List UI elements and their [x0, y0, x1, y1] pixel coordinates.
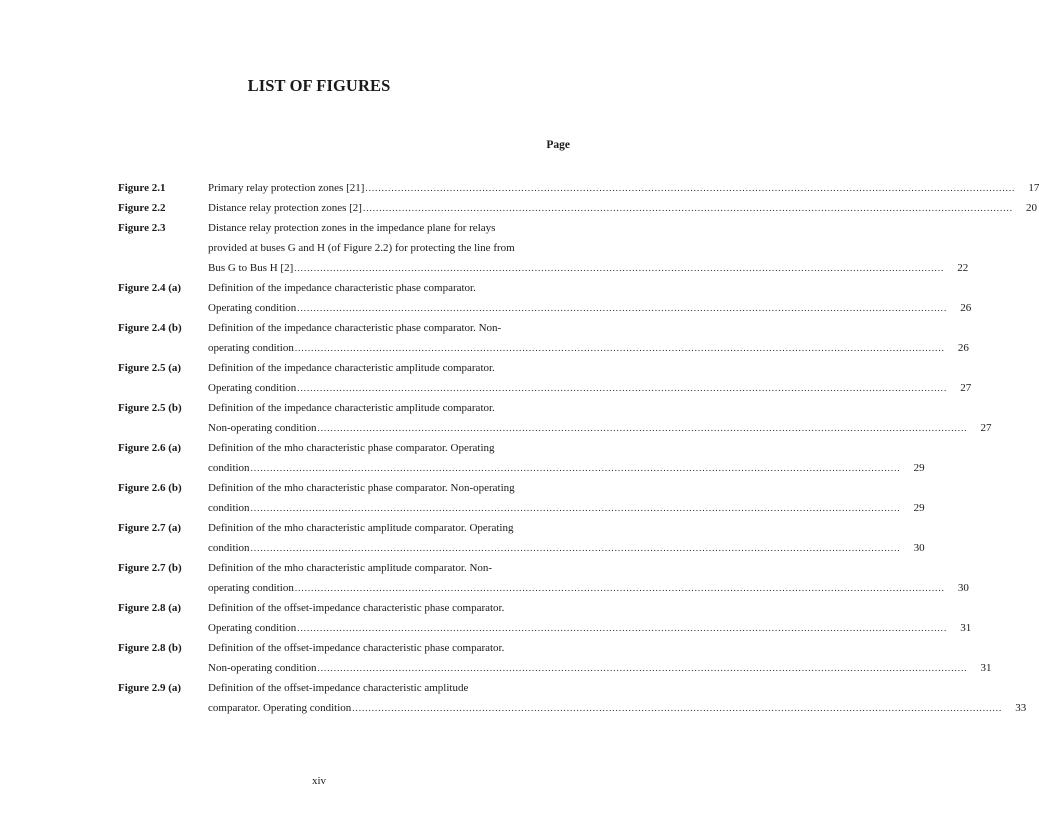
caption-line: Definition of the impedance characteristic amplitude comparator.: [208, 402, 495, 414]
figure-entry: [118, 278, 972, 318]
figure-page-number[interactable]: 26: [957, 342, 969, 354]
figure-page-number[interactable]: 30: [913, 542, 925, 554]
figure-entry: [118, 198, 1037, 218]
caption-last-line: [208, 298, 971, 318]
figure-page-number[interactable]: 26: [960, 302, 972, 314]
caption-last-line: [208, 538, 925, 558]
figure-page-number[interactable]: 27: [980, 422, 992, 434]
caption-last-line: [208, 378, 971, 398]
figure-page-number[interactable]: 17: [1028, 182, 1039, 194]
caption-line: Definition of the mho characteristic phase comparator. Operating: [208, 442, 495, 454]
caption-text: Non-operating condition: [208, 662, 317, 674]
figure-entry: [118, 478, 925, 518]
dot-leader: [352, 698, 1002, 718]
figure-label: Figure 2.3: [118, 222, 166, 234]
figure-page-number[interactable]: 27: [960, 382, 972, 394]
dot-leader: [295, 338, 945, 358]
caption-text: Operating condition: [208, 382, 297, 394]
caption-last-line: [208, 458, 925, 478]
caption-line: Definition of the offset-impedance characteristic phase comparator.: [208, 602, 505, 614]
figure-page-number[interactable]: 30: [957, 582, 969, 594]
caption-line: Definition of the offset-impedance characteristic amplitude: [208, 682, 469, 694]
dot-leader: [251, 538, 901, 558]
figure-caption: [208, 478, 925, 518]
figure-label: Figure 2.2: [118, 202, 166, 214]
dot-leader: [317, 418, 967, 438]
figure-page-number[interactable]: 20: [1025, 202, 1037, 214]
figure-label: Figure 2.5 (a): [118, 362, 182, 374]
caption-line: Definition of the mho characteristic amplitude comparator. Operating: [208, 522, 514, 534]
caption-text: condition: [208, 502, 250, 514]
caption-line: Definition of the offset-impedance characteristic phase comparator.: [208, 642, 505, 654]
caption-text: Primary relay protection zones [21]: [208, 182, 365, 194]
figure-caption: [208, 178, 1039, 198]
page-number: xiv: [311, 775, 327, 787]
caption-line: Definition of the impedance characteristic phase comparator.: [208, 282, 476, 294]
figure-page-number[interactable]: 33: [1015, 702, 1027, 714]
figure-entry: [118, 358, 972, 398]
caption-last-line: [208, 698, 1026, 718]
figure-page-number[interactable]: 22: [957, 262, 969, 274]
figure-label: Figure 2.1: [118, 182, 166, 194]
figure-caption: [208, 398, 991, 438]
figure-label: Figure 2.4 (a): [118, 282, 182, 294]
caption-last-line: [208, 658, 991, 678]
figure-caption: [208, 638, 991, 678]
figure-label: Figure 2.4 (b): [118, 322, 182, 334]
figure-caption: [208, 218, 968, 278]
dot-leader: [251, 498, 901, 518]
dot-leader: [317, 658, 967, 678]
dot-leader: [297, 298, 947, 318]
dot-leader: [294, 258, 944, 278]
caption-text: condition: [208, 462, 250, 474]
figure-entry: [118, 678, 1027, 718]
dot-leader: [297, 378, 947, 398]
page-title: LIST OF FIGURES: [247, 76, 391, 95]
figure-page-number[interactable]: 29: [913, 462, 925, 474]
figure-label: Figure 2.7 (a): [118, 522, 182, 534]
figure-label: Figure 2.8 (a): [118, 602, 182, 614]
caption-last-line: [208, 418, 991, 438]
figure-entry: [118, 398, 992, 438]
caption-text: Operating condition: [208, 622, 297, 634]
figure-page-number[interactable]: 29: [913, 502, 925, 514]
dot-leader: [251, 458, 901, 478]
figure-entry: [118, 218, 969, 278]
figure-label: Figure 2.6 (a): [118, 442, 182, 454]
figure-entry: [118, 438, 925, 478]
caption-last-line: [208, 258, 968, 278]
figure-list: [118, 178, 1039, 718]
caption-text: Bus G to Bus H [2]: [208, 262, 294, 274]
caption-line: Definition of the mho characteristic phase comparator. Non-operating: [208, 482, 515, 494]
figure-page-number[interactable]: 31: [960, 622, 972, 634]
figure-label: Figure 2.5 (b): [118, 402, 182, 414]
figure-caption: [208, 358, 971, 398]
dot-leader: [295, 578, 945, 598]
figure-caption: [208, 318, 969, 358]
caption-text: condition: [208, 542, 250, 554]
page-column-header: Page: [546, 139, 570, 151]
dot-leader: [363, 198, 1013, 218]
figure-caption: [208, 598, 971, 638]
caption-text: operating condition: [208, 342, 294, 354]
caption-last-line: [208, 618, 971, 638]
caption-last-line: [208, 578, 969, 598]
figure-caption: [208, 678, 1026, 718]
figure-entry: [118, 318, 969, 358]
figure-caption: [208, 198, 1037, 218]
caption-text: Operating condition: [208, 302, 297, 314]
caption-line: Definition of the mho characteristic amplitude comparator. Non-: [208, 562, 493, 574]
dot-leader: [365, 178, 1015, 198]
figure-entry: [118, 518, 925, 558]
figure-entry: [118, 558, 969, 598]
caption-text: comparator. Operating condition: [208, 702, 352, 714]
dot-leader: [297, 618, 947, 638]
caption-last-line: [208, 198, 1037, 218]
caption-last-line: [208, 338, 969, 358]
figure-entry: [118, 598, 972, 638]
figure-caption: [208, 278, 971, 318]
caption-line: Definition of the impedance characteristic amplitude comparator.: [208, 362, 495, 374]
caption-text: operating condition: [208, 582, 294, 594]
caption-last-line: [208, 178, 1039, 198]
figure-entry: [118, 178, 1039, 198]
figure-label: Figure 2.7 (b): [118, 562, 182, 574]
figure-label: Figure 2.9 (a): [118, 682, 182, 694]
caption-line: Definition of the impedance characteristic phase comparator. Non-: [208, 322, 502, 334]
caption-line: provided at buses G and H (of Figure 2.2) for protecting the line from: [208, 242, 515, 254]
figure-caption: [208, 438, 925, 478]
caption-line: Distance relay protection zones in the impedance plane for relays: [208, 222, 496, 234]
figure-caption: [208, 518, 925, 558]
figure-page-number[interactable]: 31: [980, 662, 992, 674]
caption-text: Non-operating condition: [208, 422, 317, 434]
caption-last-line: [208, 498, 925, 518]
figure-caption: [208, 558, 969, 598]
figure-label: Figure 2.6 (b): [118, 482, 182, 494]
figure-entry: [118, 638, 992, 678]
figure-label: Figure 2.8 (b): [118, 642, 182, 654]
caption-text: Distance relay protection zones [2]: [208, 202, 362, 214]
